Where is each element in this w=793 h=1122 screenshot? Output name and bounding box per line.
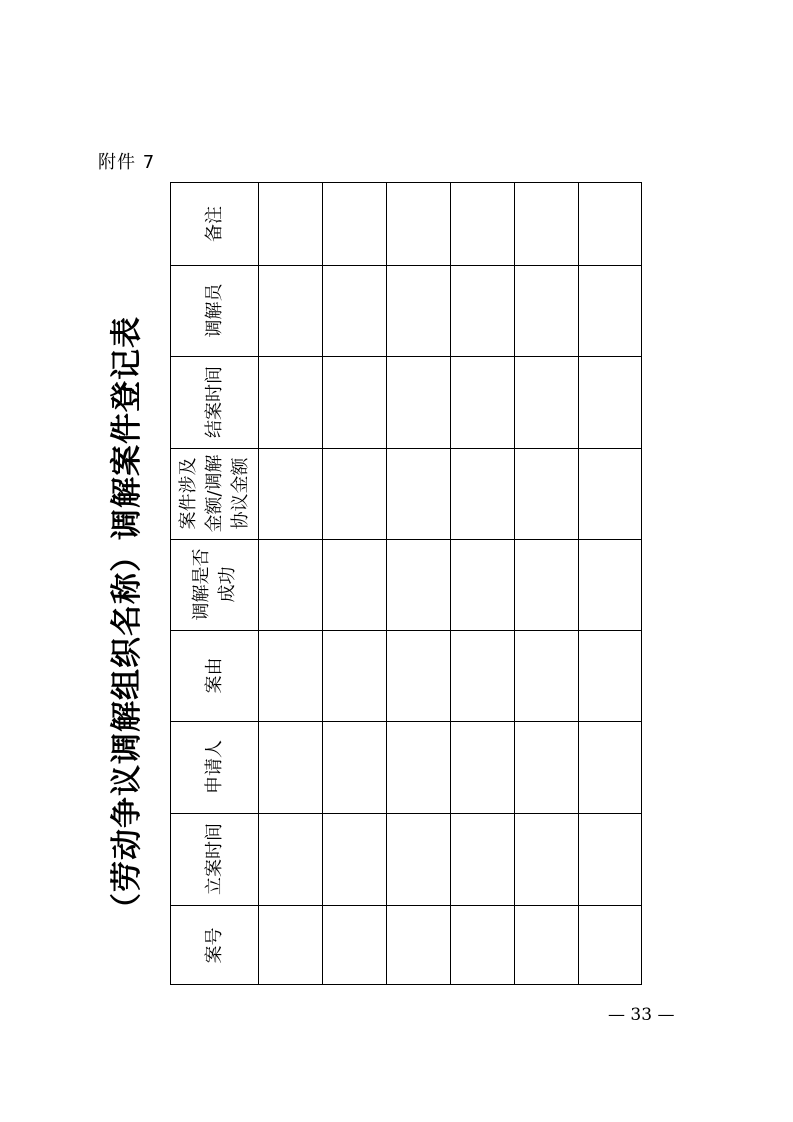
table-cell[interactable] (578, 265, 643, 356)
table-cell[interactable] (386, 356, 450, 448)
header-cell (171, 813, 258, 905)
table-cell[interactable] (514, 630, 578, 721)
table-cell[interactable] (322, 539, 386, 630)
header-cell (171, 448, 258, 539)
table-cell[interactable] (450, 721, 514, 813)
header-cell (171, 905, 258, 986)
table-cell[interactable] (322, 813, 386, 905)
title-container (103, 316, 145, 924)
header-label: 案号 (203, 927, 225, 964)
table-cell[interactable] (450, 813, 514, 905)
table-cell[interactable] (450, 265, 514, 356)
header-label: 结案时间 (203, 366, 225, 438)
table-cell[interactable] (386, 630, 450, 721)
table-cell[interactable] (386, 448, 450, 539)
table-cell[interactable] (322, 356, 386, 448)
table-cell[interactable] (514, 539, 578, 630)
header-cell (171, 183, 258, 265)
table-cell[interactable] (258, 905, 322, 986)
table-cell[interactable] (514, 183, 578, 265)
table-cell[interactable] (578, 448, 643, 539)
table-cell[interactable] (578, 183, 643, 265)
table-cell[interactable] (578, 905, 643, 986)
table-cell[interactable] (258, 630, 322, 721)
table-cell[interactable] (322, 905, 386, 986)
table-cell[interactable] (322, 265, 386, 356)
table-cell[interactable] (578, 356, 643, 448)
table-cell[interactable] (450, 448, 514, 539)
table-cell[interactable] (450, 905, 514, 986)
table-cell[interactable] (386, 265, 450, 356)
header-cell (171, 265, 258, 356)
header-label: 调解是否 成功 (190, 548, 238, 621)
table-cell[interactable] (258, 448, 322, 539)
table-cell[interactable] (514, 905, 578, 986)
header-cell (171, 721, 258, 813)
table-cell[interactable] (578, 721, 643, 813)
table-cell[interactable] (386, 905, 450, 986)
header-cell (171, 356, 258, 448)
table-cell[interactable] (578, 813, 643, 905)
table-cell[interactable] (386, 183, 450, 265)
header-cell (171, 630, 258, 721)
table-cell[interactable] (386, 813, 450, 905)
table-cell[interactable] (514, 356, 578, 448)
header-label: 立案时间 (203, 823, 225, 895)
header-label: 备注 (203, 206, 225, 242)
table-cell[interactable] (258, 265, 322, 356)
attachment-label: 附件 7 (98, 152, 156, 173)
table-cell[interactable] (514, 265, 578, 356)
table-cell[interactable] (258, 813, 322, 905)
table-cell[interactable] (258, 183, 322, 265)
header-label: 案由 (203, 657, 225, 694)
page-number: — 33 — (608, 1005, 675, 1025)
table-cell[interactable] (514, 448, 578, 539)
table-cell[interactable] (450, 356, 514, 448)
table-cell[interactable] (258, 721, 322, 813)
table-cell[interactable] (322, 448, 386, 539)
table-cell[interactable] (258, 356, 322, 448)
header-label: 调解员 (203, 283, 225, 338)
table-cell[interactable] (322, 721, 386, 813)
table-cell[interactable] (450, 539, 514, 630)
table-cell[interactable] (514, 813, 578, 905)
table-cell[interactable] (386, 539, 450, 630)
form-title: （劳动争议调解组织名称）调解案件登记表 (108, 316, 145, 924)
header-label: 案件涉及 金额/调解 协议金额 (177, 454, 251, 533)
table-cell[interactable] (322, 630, 386, 721)
registration-table (170, 182, 642, 985)
header-label: 申请人 (203, 740, 225, 794)
table-cell[interactable] (578, 630, 643, 721)
table-cell[interactable] (386, 721, 450, 813)
table-cell[interactable] (450, 630, 514, 721)
header-cell (171, 539, 258, 630)
table-cell[interactable] (450, 183, 514, 265)
table-cell[interactable] (322, 183, 386, 265)
table-cell[interactable] (578, 539, 643, 630)
table-cell[interactable] (514, 721, 578, 813)
table-cell[interactable] (258, 539, 322, 630)
